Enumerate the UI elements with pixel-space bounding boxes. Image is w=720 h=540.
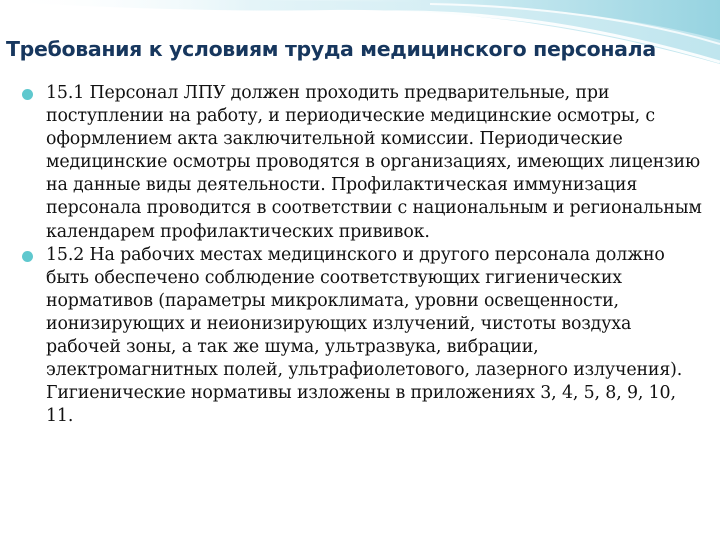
bullet-text: 15.2 На рабочих местах медицинского и другого персонала должно быть обеспечено соблюдение соответствующих гигиенических нормативов (параметры микроклимата, уровни освещенности, ионизирующих и неионизирующих излучений, чистоты воздуха рабочей зоны, а так же шума, ультразвука, вибрации, электромагнитных полей, ультрафиолетового, лазерного излучения). Гигиенические нормативы изложены в приложениях 3, 4, 5, 8, 9, 10, 11.	[46, 244, 683, 427]
bullet-item	[0, 82, 720, 244]
bullet-item	[0, 244, 720, 429]
bullet-dot-icon	[22, 89, 33, 100]
bullet-list	[0, 82, 720, 428]
slide-title: Требования к условиям труда медицинского персонала	[6, 37, 656, 61]
bullet-text: 15.1 Персонал ЛПУ должен проходить предварительные, при поступлении на работу, и периодические медицинские осмотры, с оформлением акта заключительной комиссии. Периодические медицинские осмотры проводятся в организациях, имеющих лицензию на данные виды деятельности. Профилактическая иммунизация персонала проводится в соответствии с национальным и региональным календарем профилактических прививок.	[46, 83, 702, 242]
bullet-dot-icon	[22, 251, 33, 262]
